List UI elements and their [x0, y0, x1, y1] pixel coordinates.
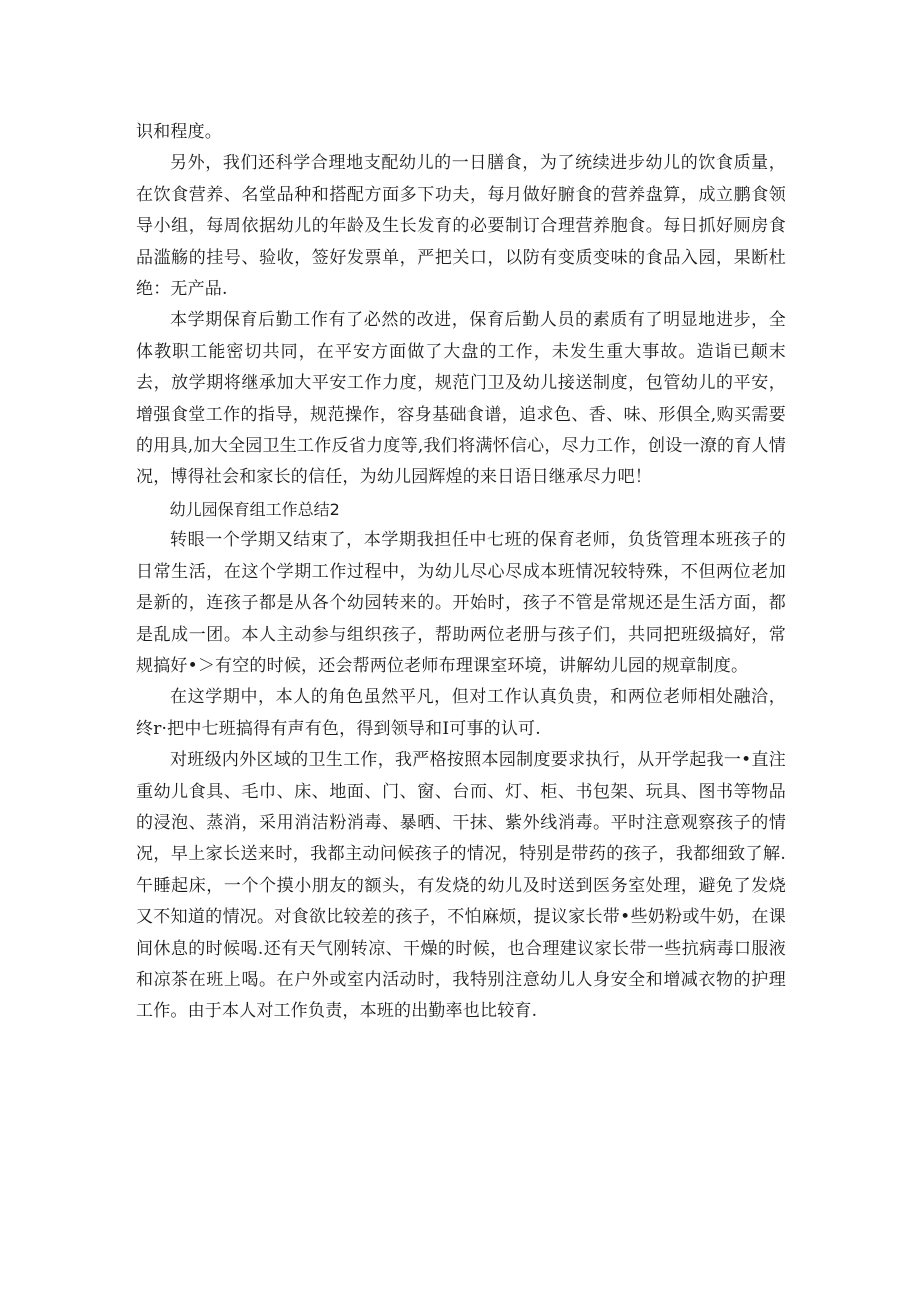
document-body — [136, 117, 786, 1028]
paragraph-semester-summary: 本学期保育后勤工作有了必然的改进，保育后勤人员的素质有了明显地进步，全体教职工能密切共同，在平安方面做了大盘的工作，未发生重大事故。造诣已颠末去，放学期将继承加大平安工作力度，规范门卫及幼儿接送制度，包管幼儿的平安，增强食堂工作的指导，规范操作，容身基础食谱，追求色、香、味、形俱全,购买需要的用具,加大全园卫生工作反省力度等,我们将满怀信心，尽力工作，创设一潦的育人情况，博得社会和家长的信任，为幼儿园辉煌的来日语日继承尽力吧！ — [136, 310, 786, 488]
paragraph-diet: 另外，我们还科学合理地支配幼儿的一日膳食，为了统续进步幼儿的饮食质量，在饮食营养、名堂品种和搭配方面多下功夫，每月做好腑食的营养盘算，成立鹏食领导小组，每周依据幼儿的年龄及生长发育的必要制订合理营养胞食。每日抓好厕房食品滥觞的挂号、验收，签好发票单，严把关口，以防有变质变味的食品入园，果断杜绝：无产品. — [136, 153, 786, 300]
paragraph-hygiene: 对班级内外区域的卫生工作，我严格按照本园制度要求执行，从开学起我一•直注重幼儿食具、毛巾、床、地面、门、窗、台而、灯、柜、书包架、玩具、图书等物品的浸泡、蒸消，采用消洁粉消毒、暴晒、干抹、紫外线消毒。平时注意观察孩子的情况，早上家长送来时，我都主动问候孩子的情况，特别是带药的孩子，我都细致了解.午睡起床，一个个摸小朋友的额头，有发烧的幼儿及时送到医务室处理，避免了发烧又不知道的情况。对食欲比较差的孩子，不怕麻烦，提议家长带•些奶粉或牛奶，在课间休息的时候喝.还有天气刚转凉、干燥的时候，也合理建议家长带一些抗病毒口服液和凉茶在班上喝。在户外或室内活动时，我特别注意幼儿人身安全和增减衣物的护理工作。由于本人对工作负责，本班的出勤率也比较育. — [136, 750, 786, 1022]
section-heading: 幼儿园保育组工作总结2 — [169, 499, 340, 519]
paragraph-intro: 转眼一个学期又结束了，本学期我担任中七班的保育老师，负货管理本班孩子的日常生活，在这个学期工作过程中，为幼儿尽心尽成本班情况较特殊，不但两位老加是新的，连孩子都是从各个幼园转来的。开始时，孩子不管是常规还是生活方面，都是乱成一团。本人主动参与组织孩子，帮助两位老册与孩子们，共同把班级搞好，常规搞好•＞有空的时候，还会帮两位老师布理课室环境，讲解幼儿园的规章制度。 — [136, 530, 786, 676]
paragraph-continuation: 识和程度。 — [136, 122, 222, 142]
paragraph-role: 在这学期中，本人的角色虽然平凡，但对工作认真负贵，和两位老师相处融洽，终r·把中七班搞得有声有色，得到领导和I可事的认可. — [136, 687, 786, 739]
